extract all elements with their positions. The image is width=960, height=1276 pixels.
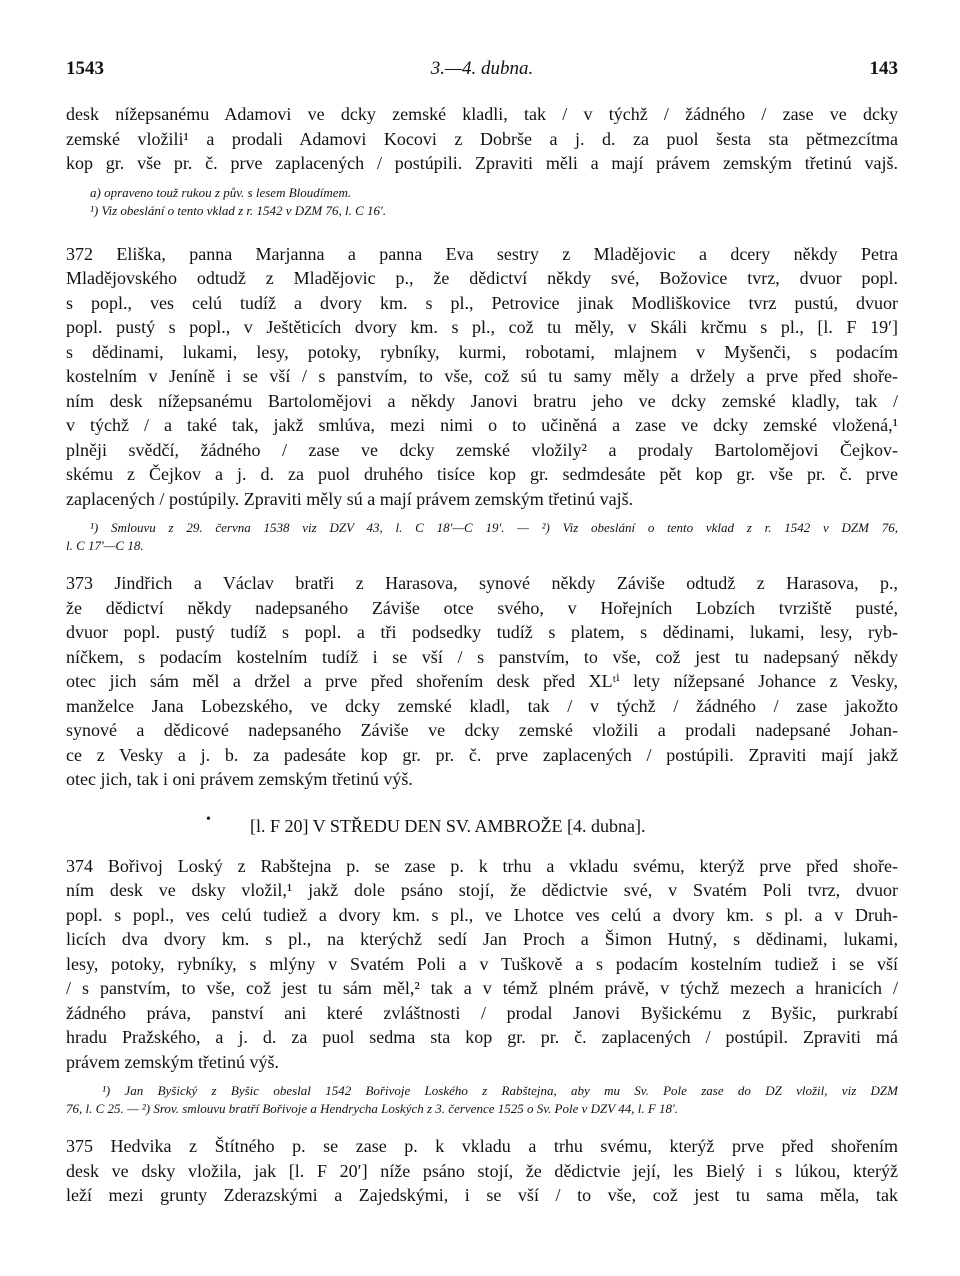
text-line: hradu Pražského, a j. d. za puol sedma sta kop gr. pr. č. zaplacených / postúpil. Zpraviti má (66, 1027, 898, 1047)
text-line: / s panstvím, to vše, což jest tu sám měl,² tak a v témž plném právě, v týchž mezech a hranicích / (66, 978, 898, 998)
text-line: Mladějovského odtudž z Mladějovic p., že dědictví někdy své, Božovice tvrz, dvuor popl. (66, 268, 898, 288)
text-line: desk ve dsky vložila, jak [l. F 20′] níže psáno stojí, že dědictvie její, les Bielý i s lúkou, kterýž (66, 1160, 898, 1181)
spacer (66, 1118, 898, 1134)
heading-text: [l. F 20] V STŘEDU DEN SV. AMBROŽE [4. dubna]. (250, 815, 646, 836)
spacer (66, 555, 898, 571)
text-line: 375 Hedvika z Štítného p. se zase p. k vkladu a trhu svému, kterýž prve před shořením (66, 1136, 898, 1156)
text-line: právem zemským třetinú výš. (66, 1051, 279, 1072)
footnote-line: 76, l. C 25. — ²) Srov. smlouvu bratří Bořivoje a Hendrycha Loských z 3. července 1525 o Sv. Pole v DZV 44, l. F 18′. (66, 1101, 679, 1116)
spacer (66, 792, 898, 814)
footnote-line: ¹) Smlouvu z 29. června 1538 viz DZV 43, l. C 18′—C 19′. — ²) Viz obeslání o tento vklad z r. 1542 v DZM 76, (90, 520, 898, 535)
spacer (66, 511, 898, 519)
text-line: lesy, potoky, rybníky, s mlýny v Svatém Poli a v Tuškově a s podacím kostelním tudiež i se vší (66, 953, 898, 974)
text-line: ce z Vesky a j. b. za padesáte kop gr. pr. č. prve zaplacených / postúpili. Zpraviti mají jakž (66, 744, 898, 765)
text-line: s dědinami, lukami, lesy, potoky, rybníky, kurmi, robotami, mlajnem v Myšenči, s podacím (66, 341, 898, 362)
page-number: 143 (869, 58, 898, 79)
text-line: žádného práva, panství ani které zvláštnosti / prodal Janovi Byšickému z Byšic, purkrabí (66, 1002, 898, 1023)
text-line: otec jich sám měl a držel a prve před shořením desk před XLᵗⁱ lety nížepsané Johance z Vesky, (66, 671, 898, 691)
text-line: popl. pustý s popl., v Ještěticích dvory km. s pl., což tu měly, v Skáli krčmu s pl., [l. F 19′] (66, 317, 898, 337)
text-line: zemské vložili¹ a prodali Adamovi Kocovi z Dobrše a j. d. za puol šesta sta pětmezcítma (66, 128, 898, 149)
spacer (66, 838, 898, 854)
document-body (66, 102, 898, 1208)
text-line: zaplacených / postúpily. Zpraviti měly sú a mají právem zemským třetinú vajš. (66, 488, 634, 509)
text-line: 374 Bořivoj Loský z Rabštejna p. se zase p. k trhu a vkladu svému, kterýž prve před shoře- (66, 855, 898, 876)
spacer (66, 1074, 898, 1082)
text-line: níčkem, s podacím kostelním tudíž i se vší / s panstvím, to vše, což jest tu nadepsaný někdy (66, 646, 898, 667)
text-line: manželce Jana Lobezského, ve dcky zemské kladl, tak / v týchž / žádného / zase jakožto (66, 695, 898, 716)
text-line: s popl., ves celú tudíž a dvory km. s pl., Petrovice jinak Modliškovice tvrz pustú, dvuor (66, 292, 898, 313)
text-line: dvuor popl. pustý tudíž s popl. a tři podsedky tudíž s platem, s dědinami, lukami, lesy, ryb- (66, 622, 898, 642)
text-line: plněji svědčí, žádného / zase ve dcky zemské vložily² a prodaly Bartolomějovi Čejkov- (66, 439, 898, 460)
text-line: desk nížepsanému Adamovi ve dcky zemské kladli, tak / v týchž / žádného / zase ve dcky (66, 104, 898, 124)
footnote-line: ¹) Viz obeslání o tento vklad z r. 1542 v DZM 76, l. C 16′. (90, 202, 387, 218)
running-date: 3.—4. dubna. (430, 58, 534, 79)
text-line: kostelním v Jeníně i se vší / s panstvím, to vše, což sú tu samy měly a držely a prve před shoře- (66, 366, 898, 386)
spacer (66, 220, 898, 242)
text-line: otec jich, tak i oni právem zemským třetinú výš. (66, 769, 413, 789)
text-line: leží mezi grunty Zderazskými a Zajedskými, i se vší / to vše, což jest tu sama měla, tak (66, 1185, 898, 1205)
footnote-line: a) opraveno touž rukou z pův. s lesem Bloudímem. (90, 184, 352, 200)
text-line: skému z Čejkov a j. d. za puol druhého tisíce kop gr. sedmdesáte pět kop gr. vše pr. č. prve (66, 464, 898, 484)
text-line: ním desk ve dsky vložil,¹ jakž dole psáno stojí, že dědictvie své, v Svatém Poli tvrz, dvuor (66, 880, 898, 900)
text-line: synové a dědicové nadepsaného Záviše ve dcky zemské vložili a prodali nadepsané Johan- (66, 720, 898, 740)
text-line: licích dva dvory km. s pl., na kterýchž sedí Jan Proch a Šimon Hutný, s dědinami, lukami, (66, 929, 898, 949)
text-line: kop gr. vše pr. č. prve zaplacených / postúpili. Zpraviti měli a mají právem zemským třetinú vajš. (66, 153, 898, 173)
text-line: 372 Eliška, panna Marjanna a panna Eva sestry z Mladějovic a dcery někdy Petra (66, 243, 898, 264)
page-header (66, 58, 898, 84)
footnote-line: ¹) Jan Byšický z Byšic obeslal 1542 Bořivoje Loského z Rabštejna, aby mu Sv. Pole zase do DZ vložil, viz DZM (102, 1083, 898, 1098)
spacer (66, 176, 898, 184)
bullet-mark: • (206, 811, 211, 827)
section-heading (66, 811, 898, 838)
text-line: že dědictví někdy nadepsaného Záviše otce svého, v Hořejních Lobzích tvrziště pusté, (66, 597, 898, 618)
text-line: ním desk nížepsanému Bartolomějovi a někdy Janovi bratru jeho ve dcky zemské kladly, tak / (66, 390, 898, 411)
text-line: v týchž / a také tak, jakž smlúva, mezi nimi o to učiněná a zase ve dcky zemské vložená,¹ (66, 415, 898, 435)
footnote-line: l. C 17′—C 18. (66, 538, 144, 553)
text-line: popl. s popl., ves celú tudiež a dvory km. s pl., ve Lhotce ves celú a dvory km. s pl. a v Druh- (66, 904, 898, 925)
text-line: 373 Jindřich a Václav bratři z Harasova, synové někdy Záviše odtudž z Harasova, p., (66, 573, 898, 593)
year: 1543 (66, 58, 104, 79)
